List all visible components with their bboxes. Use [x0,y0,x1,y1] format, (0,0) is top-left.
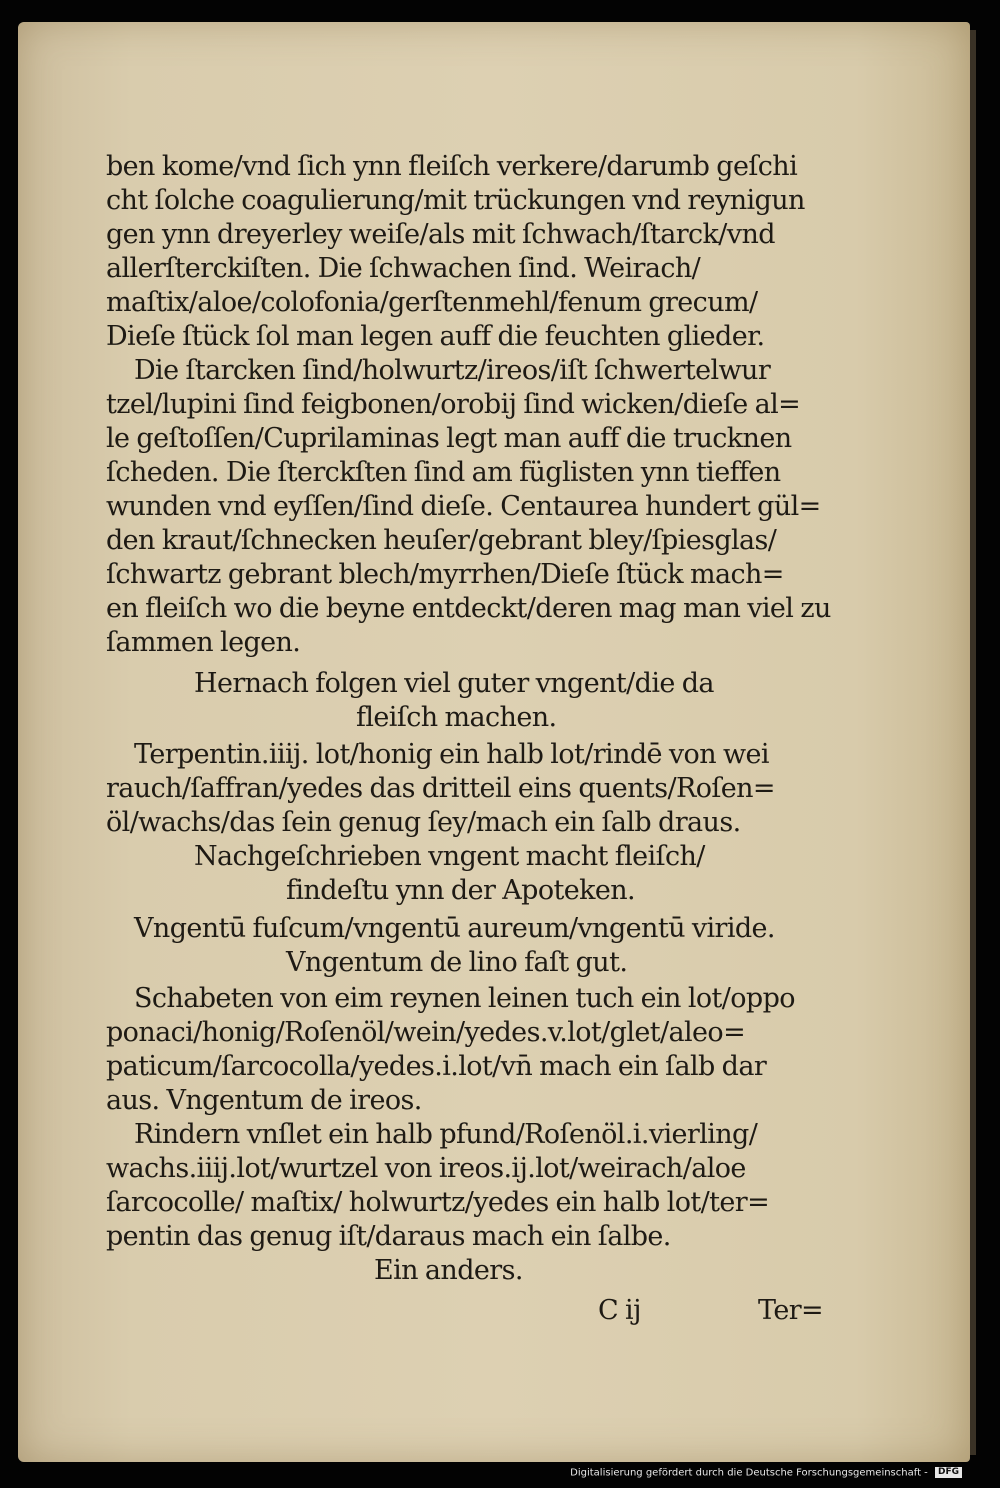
text-line: Schabeten von eim reynen leinen tuch ein lot/oppo [134,983,795,1014]
text-line: Die ſtarcken ſind/holwurtz/ireos/iſt ſchwertelwur [134,355,771,386]
text-line: pentin das genug iſt/daraus mach ein ſalbe. [106,1221,671,1252]
section-heading: fleiſch machen. [356,702,557,733]
text-line: Dieſe ſtück ſol man legen auff die feuchten glieder. [106,321,765,352]
text-line: ſcheden. Die ſterckſten ſind am füglisten ynn tieffen [106,457,781,488]
text-line: allerſterckiſten. Die ſchwachen ſind. Weirach/ [106,253,701,284]
text-line: gen ynn dreyerley weiſe/als mit ſchwach/ſtarck/vnd [106,219,775,250]
text-line: ſammen legen. [106,627,301,658]
text-line: rauch/ſaffran/yedes das dritteil eins quents/Roſen= [106,773,775,804]
text-line: Rindern vnſlet ein halb pfund/Roſenöl.i.vierling/ [134,1119,758,1150]
text-line: en fleiſch wo die beyne entdeckt/deren mag man viel zu [106,593,831,624]
text-line: ſarcocolle/ maſtix/ holwurtz/yedes ein halb lot/ter= [106,1187,770,1218]
section-heading: Nachgeſchrieben vngent macht fleiſch/ [194,841,705,872]
text-line: ponaci/honig/Roſenöl/wein/yedes.v.lot/glet/aleo= [106,1017,746,1048]
catchword: Ter= [758,1295,824,1326]
digitization-credit [570,1467,962,1479]
text-line: ben kome/vnd ſich ynn fleiſch verkere/darumb geſchi [106,151,798,182]
text-line: maſtix/aloe/colofonia/gerſtenmehl/fenum grecum/ [106,287,758,318]
text-line: cht ſolche coagulierung/mit trückungen vnd reynigun [106,185,805,216]
text-line: den kraut/ſchnecken heuſer/gebrant bley/ſpiesglas/ [106,525,777,556]
section-heading: findeſtu ynn der Apoteken. [286,875,636,906]
signature-mark: C ij [598,1295,641,1326]
text-line: le geſtoſſen/Cuprilaminas legt man auff die trucknen [106,423,792,454]
text-line: Vngentū fuſcum/vngentū aureum/vngentū viride. [134,913,775,944]
text-line: öl/wachs/das ſein genug ſey/mach ein ſalb draus. [106,807,741,838]
text-line: wunden vnd eyſſen/ſind dieſe. Centaurea hundert gül= [106,491,821,522]
section-heading: Ein anders. [374,1255,523,1286]
text-line: aus. Vngentum de ireos. [106,1085,422,1116]
page-edge [970,30,976,1455]
section-heading: Hernach folgen viel guter vngent/die da [194,668,714,699]
book-page [18,22,970,1462]
text-line: wachs.iiij.lot/wurtzel von ireos.ij.lot/weirach/aloe [106,1153,746,1184]
text-line: ſchwartz gebrant blech/myrrhen/Dieſe ſtück mach= [106,559,784,590]
dfg-logo-icon: DFG [935,1467,962,1478]
credit-text: Digitalisierung gefördert durch die Deutsche Forschungsgemeinschaft - [570,1467,928,1479]
text-line: tzel/lupini ſind feigbonen/orobij ſind wicken/dieſe al= [106,389,801,420]
section-heading: Vngentum de lino faſt gut. [286,947,628,978]
text-line: paticum/ſarcocolla/yedes.i.lot/vn̄ mach ein ſalb dar [106,1051,767,1082]
text-line: Terpentin.iiij. lot/honig ein halb lot/rindē von wei [134,739,769,770]
